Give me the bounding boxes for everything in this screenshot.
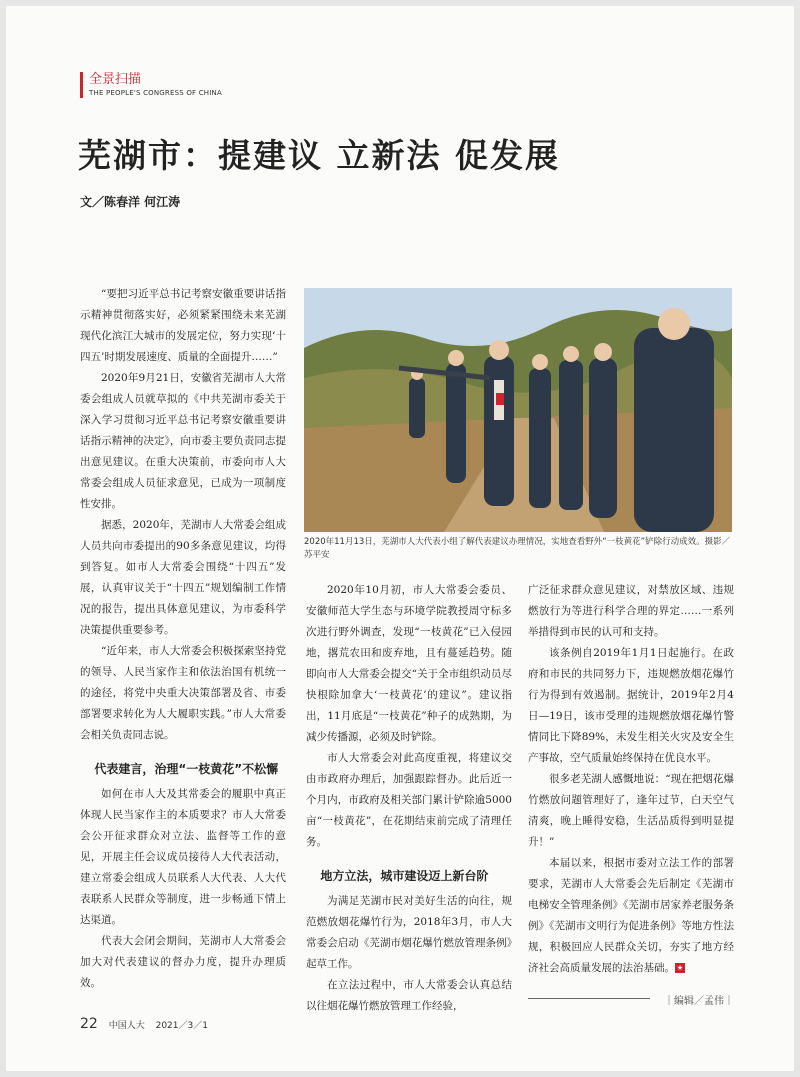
paragraph: 代表大会闭会期间，芜湖市人大常委会加大对代表建议的督办力度，提升办理质效。 bbox=[80, 935, 286, 989]
paragraph: 在立法过程中，市人大常委会认真总结以往烟花爆竹燃放管理工作经验， bbox=[306, 979, 512, 1012]
paragraph: 2020年9月21日，安徽省芜湖市人大常委会组成人员就草拟的《中共芜湖市委关于深入学习贯彻习近平总书记考察安徽重要讲话指示精神的决定》，向市委主要负责同志提出意见建议。在重大决策前，市委向市人大常委会组成人员征求意见，已成为一项制度性安排。 bbox=[80, 372, 286, 510]
paragraph: 该条例自2019年1月1日起施行。在政府和市民的共同努力下，违规燃放烟花爆竹行为得到有效遏制。据统计，2019年2月4日—19日，该市受理的违规燃放烟花爆竹警情同比下降89%，未发生相关火灾及安全生产事故，空气质量始终保持在优良水平。 bbox=[528, 647, 734, 764]
paragraph: 广泛征求群众意见建议，对禁放区域、违规燃放行为等进行科学合理的界定……一系列举措得到市民的认可和支持。 bbox=[528, 584, 734, 638]
editor-name: ｜编辑／孟伟｜ bbox=[664, 996, 734, 1007]
paragraph: 如何在市人大及其常委会的履职中真正体现人民当家作主的本质要求？市人大常委会公开征求群众对立法、监督等工作的意见，开展主任会议成员接待人大代表活动，建立常委会组成人员联系人大代表、人大代表联系人民群众等制度，进一步畅通下情上达渠道。 bbox=[80, 788, 286, 926]
article-byline: 文／陈春洋 何江涛 bbox=[80, 195, 181, 209]
page-footer bbox=[80, 1016, 208, 1032]
text-column-3 bbox=[528, 580, 734, 979]
field-inspection-photo bbox=[304, 288, 732, 532]
section-title-cn: 全景扫描 bbox=[89, 72, 142, 87]
magazine-page bbox=[6, 6, 794, 1071]
divider bbox=[528, 998, 650, 999]
text-column-2 bbox=[306, 580, 512, 1017]
page-number: 22 bbox=[80, 1016, 98, 1032]
photo-illustration bbox=[304, 288, 732, 532]
paragraph: “近年来，市人大常委会积极探索坚持党的领导、人民当家作主和依法治国有机统一的途径，将党中央重大决策部署及省、市委部署要求转化为人大履职实践。”市人大常委会相关负责同志说。 bbox=[80, 645, 286, 741]
paragraph-text: 本届以来，根据市委对立法工作的部署要求，芜湖市人大常委会先后制定《芜湖市电梯安全管理条例》《芜湖市居家养老服务条例》《芜湖市文明行为促进条例》等地方性法规，积极回应人民群众关切，夯实了地方经济社会高质量发展的法治基础。 bbox=[528, 857, 734, 974]
subheading-representatives: 代表建言，治理“一枝黄花”不松懈 bbox=[94, 762, 279, 776]
paragraph: 2020年10月初，市人大常委会委员、安徽师范大学生态与环境学院教授周守标多次进行野外调查，发现“一枝黄花”已入侵园地，撂荒农田和废弃地，且有蔓延趋势。随即向市人大常委会提交“关于全市组织动员尽快根除加拿大‘一枝黄花’的建议”。建议指出，11月底是“一枝黄花”种子的成熟期，为减少传播源，必须及时铲除。 bbox=[306, 584, 512, 743]
paragraph: “要把习近平总书记考察安徽重要讲话指示精神贯彻落实好，必须紧紧围绕未来芜湖现代化滨江大城市的发展定位，努力实现‘十四五’时期发展速度、质量的全面提升……” bbox=[80, 288, 286, 363]
section-title-en: THE PEOPLE'S CONGRESS OF CHINA bbox=[89, 89, 222, 97]
magazine-name: 中国人大 bbox=[108, 1021, 145, 1031]
issue-date: 2021／3／1 bbox=[155, 1021, 208, 1031]
paragraph-final bbox=[528, 853, 734, 979]
paragraph: 据悉，2020年，芜湖市人大常委会组成人员共向市委提出的90多条意见建议，均得到答复。如市人大常委会围绕“十四五”发展，认真审议关于“十四五”规划编制工作情况的报告，提出具体意见建议，为市委科学决策提供重要参考。 bbox=[80, 519, 286, 636]
end-mark-icon: ★ bbox=[676, 964, 684, 972]
text-column-1 bbox=[80, 284, 286, 994]
paragraph: 为满足芜湖市民对美好生活的向往，规范燃放烟花爆竹行为，2018年3月，市人大常委会启动《芜湖市烟花爆竹燃放管理条例》起草工作。 bbox=[306, 895, 512, 970]
subheading-legislation: 地方立法，城市建设迈上新台阶 bbox=[320, 869, 489, 883]
paragraph: 市人大常委会对此高度重视，将建议交由市政府办理后，加强跟踪督办。此后近一个月内，市政府及相关部门累计铲除逾5000亩“一枝黄花”，在花期结束前完成了清理任务。 bbox=[306, 752, 512, 848]
section-tag bbox=[80, 72, 222, 98]
editor-credit bbox=[528, 992, 734, 1006]
photo-caption: 2020年11月13日，芜湖市人大代表小组了解代表建议办理情况，实地查看野外“一枝黄花”铲除行动成效。摄影／苏平安 bbox=[304, 537, 731, 560]
paragraph: 很多老芜湖人感慨地说：“现在把烟花爆竹燃放问题管理好了，逢年过节，白天空气清爽，晚上睡得安稳，生活品质得到明显提升！” bbox=[528, 773, 734, 848]
article-title: 芜湖市：提建议 立新法 促发展 bbox=[78, 136, 560, 175]
